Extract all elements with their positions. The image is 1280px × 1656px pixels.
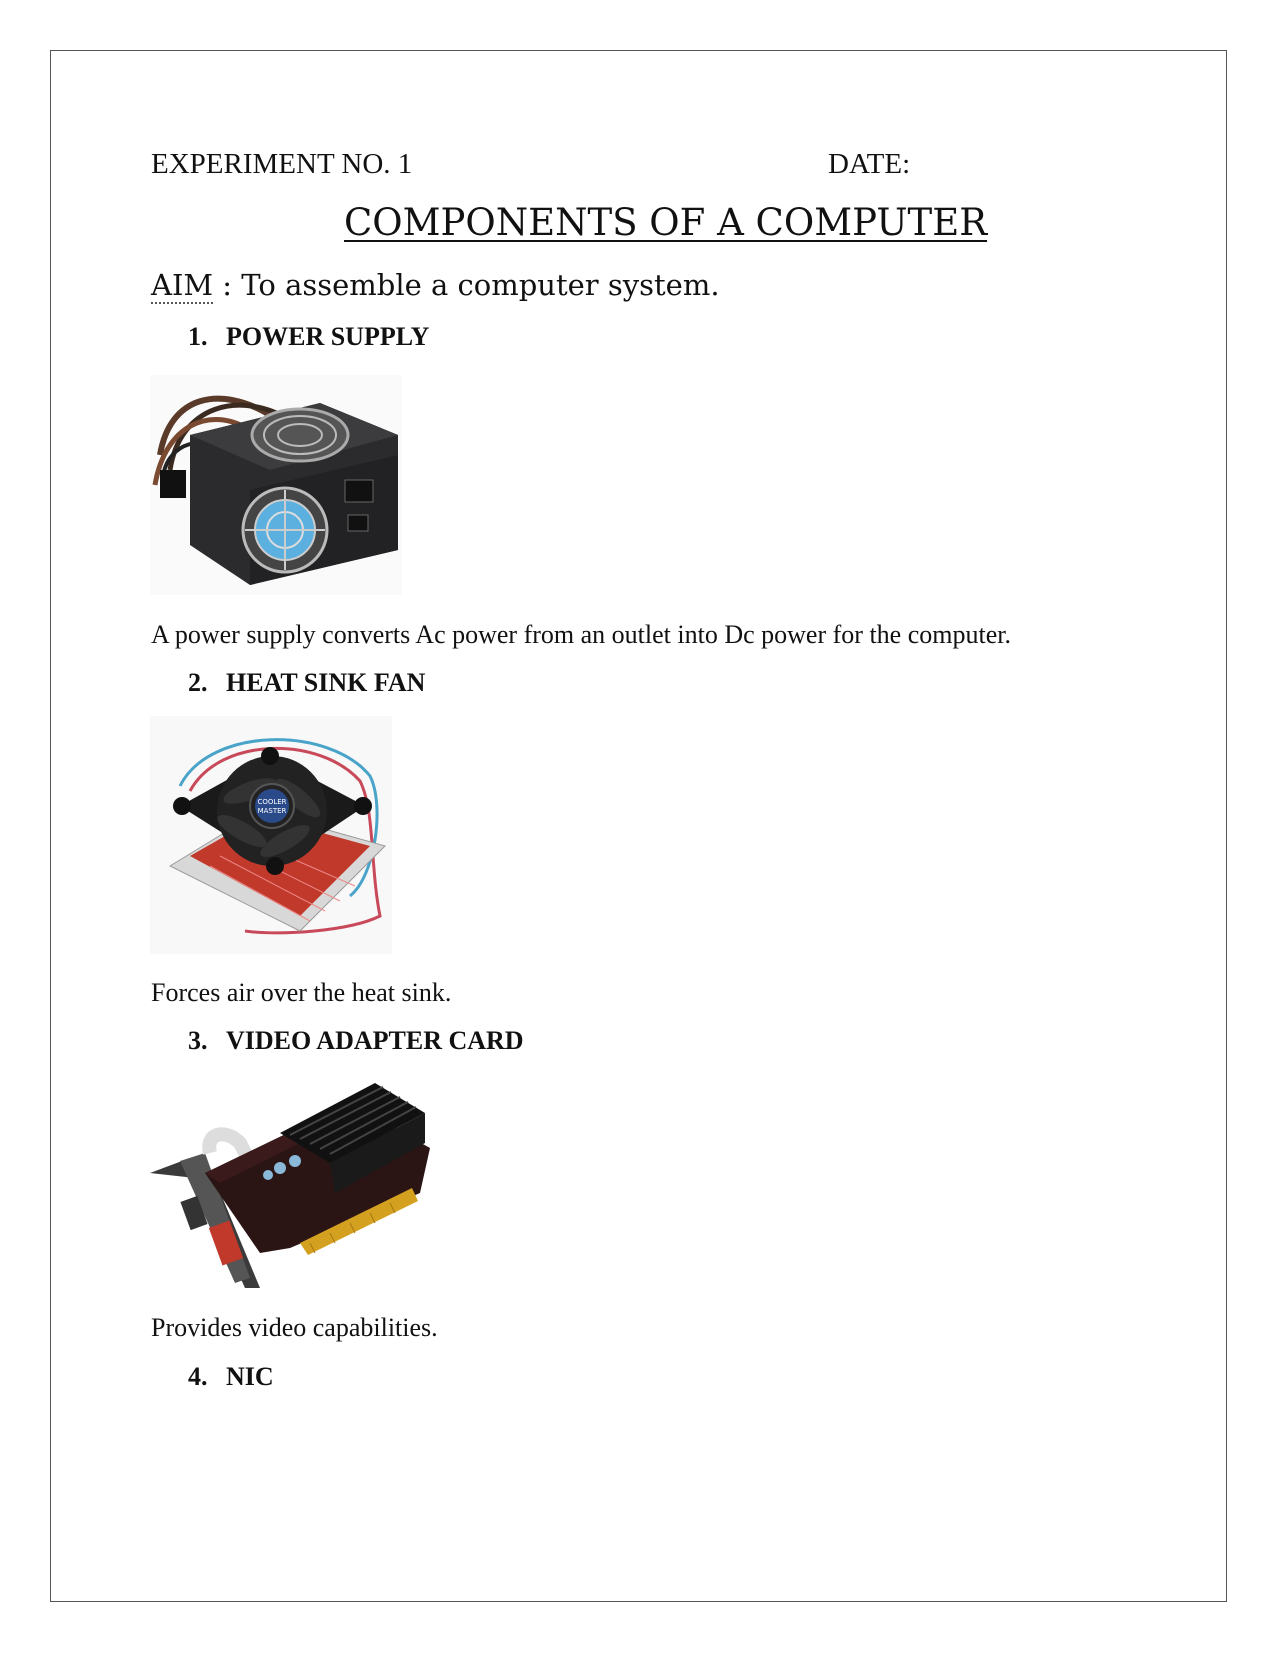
heat-sink-fan-photo [150, 716, 392, 954]
video-card-photo [150, 1073, 432, 1291]
section-heading-power-supply [188, 322, 429, 352]
experiment-number: EXPERIMENT NO. 1 [151, 148, 413, 180]
date-label: DATE: [828, 148, 911, 180]
section-description: Provides video capabilities. [151, 1313, 438, 1342]
section-title: VIDEO ADAPTER CARD [226, 1026, 524, 1055]
section-heading-nic [188, 1362, 274, 1392]
section-heading-video-adapter-card [188, 1026, 524, 1056]
svg-text:COOLER: COOLER [257, 798, 287, 806]
section-title: HEAT SINK FAN [226, 668, 426, 697]
page-title: COMPONENTS OF A COMPUTER [344, 201, 988, 244]
aim-text: : To assemble a computer system. [213, 268, 720, 302]
section-description: A power supply converts Ac power from an outlet into Dc power for the computer. [151, 620, 1011, 649]
aim-row [151, 268, 720, 302]
aim-label: AIM [151, 268, 214, 302]
section-number: 1. [188, 322, 208, 351]
section-number: 4. [188, 1362, 208, 1391]
section-title: POWER SUPPLY [226, 322, 430, 351]
section-number: 2. [188, 668, 208, 697]
section-number: 3. [188, 1026, 208, 1055]
power-supply-photo [150, 375, 402, 595]
section-heading-heat-sink-fan [188, 668, 425, 698]
section-description: Forces air over the heat sink. [151, 978, 452, 1007]
svg-text:MASTER: MASTER [257, 807, 287, 815]
section-title: NIC [226, 1362, 274, 1391]
